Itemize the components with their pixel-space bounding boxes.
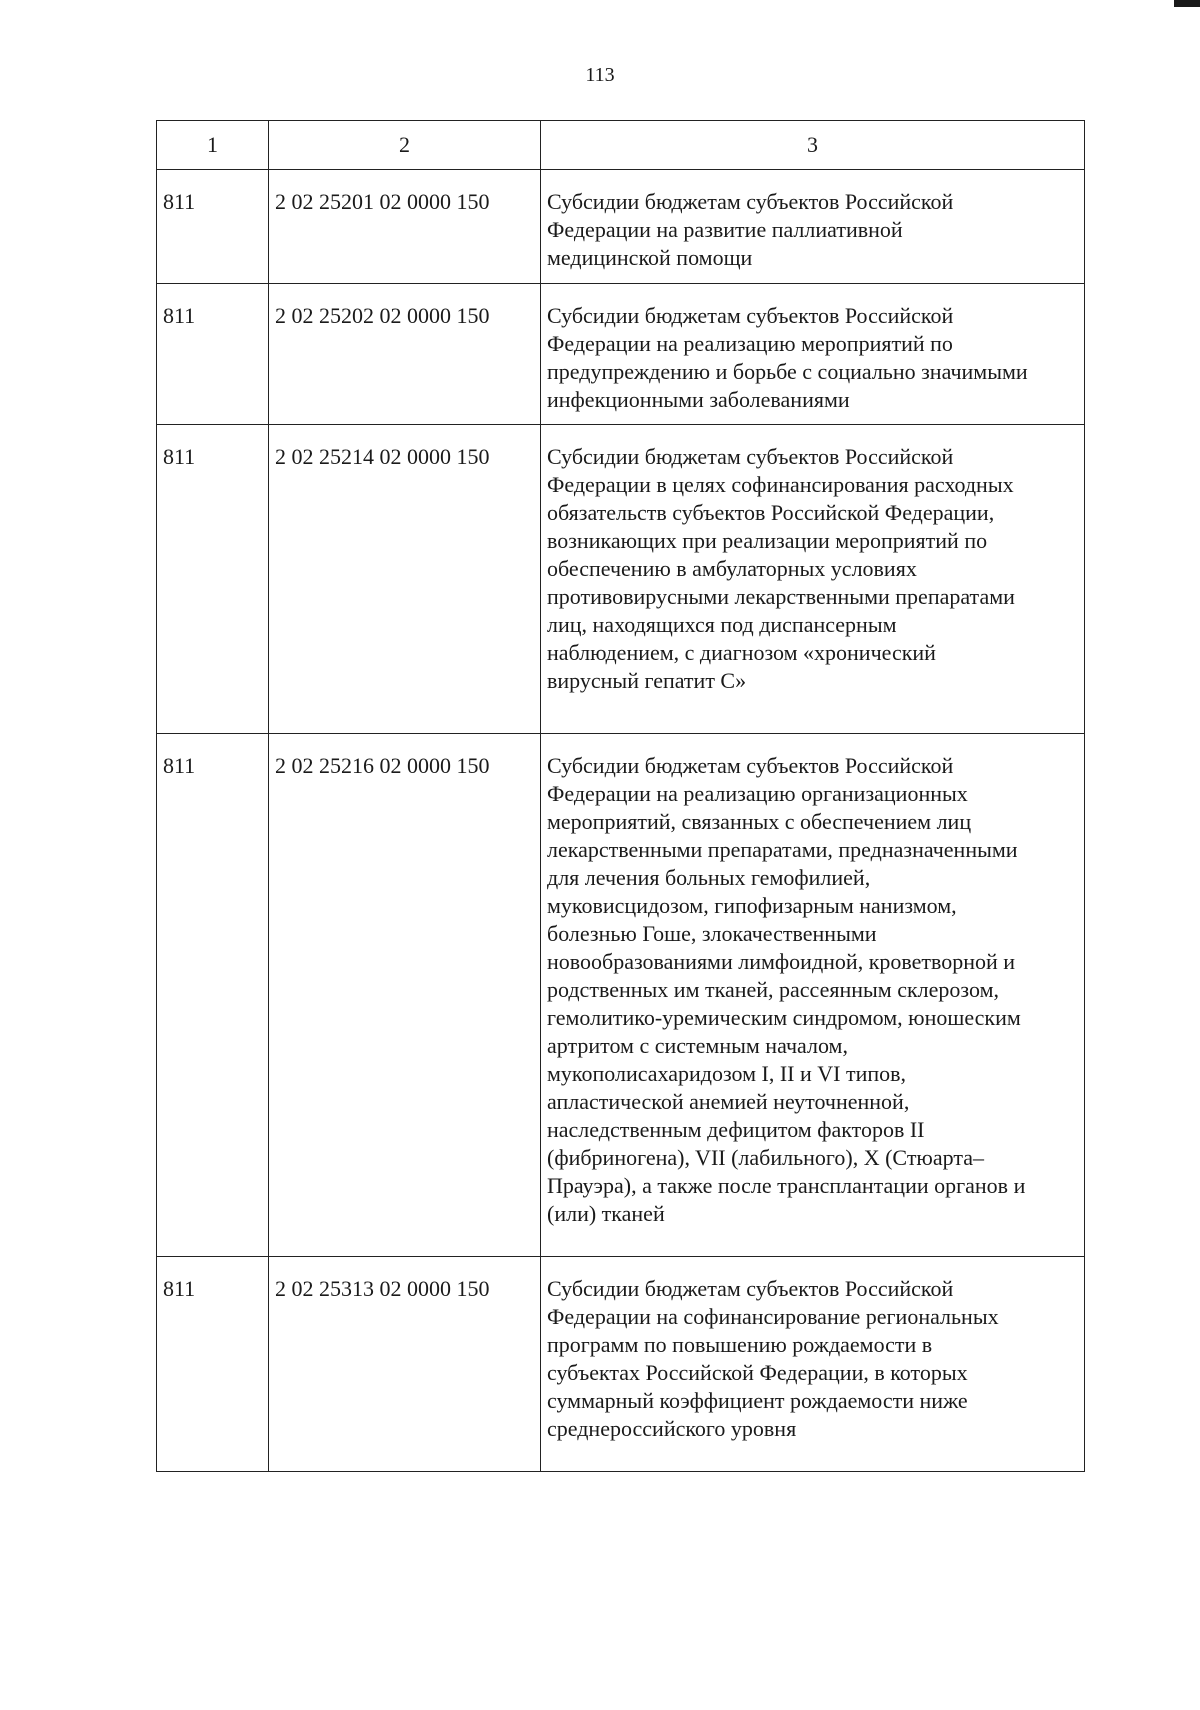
kbk-code-cell: 2 02 25214 02 0000 150: [269, 425, 541, 734]
admin-code-cell: 811: [157, 425, 269, 734]
page-number: 113: [585, 64, 615, 86]
table-row: [157, 284, 1085, 425]
table-header-row: [157, 121, 1085, 170]
admin-code-cell: 811: [157, 1257, 269, 1472]
budget-codes-table: [156, 120, 1085, 1472]
table-row: [157, 1257, 1085, 1472]
kbk-code-cell: 2 02 25216 02 0000 150: [269, 734, 541, 1257]
scan-edge-mark: [1174, 0, 1200, 7]
header-col-2: 2: [269, 121, 541, 170]
revenue-name-cell: Субсидии бюджетам субъектов Российской Федерации на реализацию организационных мероприятий, связанных с обеспечением лиц лекарственными препаратами, предназначенными для лечения больных гемофилией, муковисцидозом, гипофизарным нанизмом, болезнью Гоше, злокачественными новообразованиями лимфоидной, кроветворной и родственных им тканей, рассеянным склерозом, гемолитико-уремическим синдромом, юношеским артритом с системным началом, мукополисахаридозом I, II и VI типов, апластической анемией неуточненной, наследственным дефицитом факторов II (фибриногена), VII (лабильного), X (Стюарта– Прауэра), а также после трансплантации органов и (или) тканей: [541, 734, 1085, 1257]
revenue-name-cell: Субсидии бюджетам субъектов Российской Федерации на софинансирование региональных программ по повышению рождаемости в субъектах Российской Федерации, в которых суммарный коэффициент рождаемости ниже среднероссийского уровня: [541, 1257, 1085, 1472]
table-row: [157, 170, 1085, 284]
header-col-1: 1: [157, 121, 269, 170]
kbk-code-cell: 2 02 25313 02 0000 150: [269, 1257, 541, 1472]
kbk-code-cell: 2 02 25202 02 0000 150: [269, 284, 541, 425]
revenue-name-cell: Субсидии бюджетам субъектов Российской Федерации на развитие паллиативной медицинской помощи: [541, 170, 1085, 284]
admin-code-cell: 811: [157, 734, 269, 1257]
table-row: [157, 425, 1085, 734]
table-row: [157, 734, 1085, 1257]
header-col-3: 3: [541, 121, 1085, 170]
revenue-name-cell: Субсидии бюджетам субъектов Российской Федерации на реализацию мероприятий по предупреждению и борьбе с социально значимыми инфекционными заболеваниями: [541, 284, 1085, 425]
admin-code-cell: 811: [157, 284, 269, 425]
kbk-code-cell: 2 02 25201 02 0000 150: [269, 170, 541, 284]
revenue-name-cell: Субсидии бюджетам субъектов Российской Федерации в целях софинансирования расходных обязательств субъектов Российской Федерации, возникающих при реализации мероприятий по обеспечению в амбулаторных условиях противовирусными лекарственными препаратами лиц, находящихся под диспансерным наблюдением, с диагнозом «хронический вирусный гепатит С»: [541, 425, 1085, 734]
admin-code-cell: 811: [157, 170, 269, 284]
